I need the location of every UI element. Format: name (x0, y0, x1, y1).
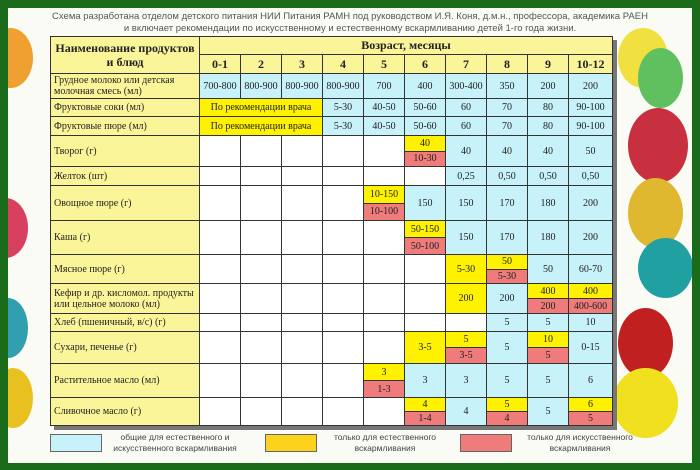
common-value: 90-100 (569, 117, 613, 136)
common-value: 200 (569, 186, 613, 221)
split-cell (487, 398, 528, 426)
empty-cell (200, 255, 241, 284)
common-value: 50-60 (405, 117, 446, 136)
common-value: 6 (569, 364, 613, 398)
natural-value: 3-5 (405, 332, 446, 364)
balloon-decoration (8, 198, 28, 258)
natural-value: 5-30 (446, 255, 487, 284)
common-value: 0,50 (487, 167, 528, 186)
common-value: 150 (405, 186, 446, 221)
month-header: 3 (282, 55, 323, 74)
split-cell (569, 284, 613, 314)
common-value: 300-400 (446, 74, 487, 99)
empty-cell (364, 167, 405, 186)
empty-cell (364, 255, 405, 284)
empty-cell (241, 255, 282, 284)
artificial-value: 3-5 (446, 348, 486, 363)
product-name: Мясное пюре (г) (51, 255, 200, 284)
empty-cell (200, 364, 241, 398)
natural-value: По рекомендации врача (200, 99, 323, 117)
product-name: Сухари, печенье (г) (51, 332, 200, 364)
empty-cell (200, 332, 241, 364)
product-name: Овощное пюре (г) (51, 186, 200, 221)
common-value: 5 (487, 364, 528, 398)
empty-cell (200, 221, 241, 255)
common-value: 200 (487, 284, 528, 314)
product-name: Каша (г) (51, 221, 200, 255)
common-value: 3 (446, 364, 487, 398)
table-row (51, 332, 613, 364)
common-value: 200 (569, 221, 613, 255)
common-value: 80 (528, 117, 569, 136)
empty-cell (405, 167, 446, 186)
common-value: 200 (528, 74, 569, 99)
common-value: 0,25 (446, 167, 487, 186)
split-cell (364, 364, 405, 398)
empty-cell (364, 314, 405, 332)
common-value: 5 (487, 332, 528, 364)
common-value: 50 (528, 255, 569, 284)
table-row (51, 117, 613, 136)
natural-value: 40 (405, 136, 445, 152)
empty-cell (200, 314, 241, 332)
empty-cell (200, 136, 241, 167)
artificial-value: 200 (528, 299, 568, 313)
common-value: 40 (487, 136, 528, 167)
common-value: 10 (569, 314, 613, 332)
empty-cell (282, 364, 323, 398)
common-value: 800-900 (282, 74, 323, 99)
common-value: 80 (528, 99, 569, 117)
common-value: 4 (446, 398, 487, 426)
empty-cell (241, 186, 282, 221)
table-row (51, 364, 613, 398)
common-value: 150 (446, 186, 487, 221)
legend-swatch-artificial (460, 434, 512, 452)
month-header: 8 (487, 55, 528, 74)
common-value: 0,50 (569, 167, 613, 186)
common-value: 5-30 (323, 99, 364, 117)
empty-cell (241, 284, 282, 314)
empty-cell (282, 186, 323, 221)
common-value: 40 (446, 136, 487, 167)
common-value: 5-30 (323, 117, 364, 136)
empty-cell (323, 284, 364, 314)
common-value: 200 (569, 74, 613, 99)
common-value: 150 (446, 221, 487, 255)
balloon-decoration (628, 108, 688, 183)
table-row (51, 186, 613, 221)
table-row (51, 314, 613, 332)
legend (50, 432, 650, 458)
common-value: 800-900 (323, 74, 364, 99)
product-name: Растительное масло (мл) (51, 364, 200, 398)
empty-cell (241, 221, 282, 255)
empty-cell (282, 314, 323, 332)
empty-cell (323, 136, 364, 167)
table-row (51, 99, 613, 117)
common-value: 800-900 (241, 74, 282, 99)
natural-value: 200 (446, 284, 487, 314)
empty-cell (323, 398, 364, 426)
table-row (51, 255, 613, 284)
common-value: 180 (528, 221, 569, 255)
empty-cell (323, 364, 364, 398)
common-value: 170 (487, 186, 528, 221)
feeding-table (50, 36, 613, 426)
common-value: 5 (528, 364, 569, 398)
month-header: 7 (446, 55, 487, 74)
balloon-decoration (8, 28, 33, 88)
empty-cell (323, 186, 364, 221)
empty-cell (282, 332, 323, 364)
natural-value: 4 (405, 398, 445, 412)
table-row (51, 167, 613, 186)
legend-label: общие для естественного и искусственного вскармливания (113, 432, 237, 453)
split-cell (405, 398, 446, 426)
empty-cell (282, 221, 323, 255)
empty-cell (200, 398, 241, 426)
month-header: 10-12 (569, 55, 613, 74)
empty-cell (323, 221, 364, 255)
balloon-decoration (628, 178, 683, 248)
balloon-decoration (8, 298, 28, 358)
common-value: 0,50 (528, 167, 569, 186)
common-value: 40 (528, 136, 569, 167)
balloon-decoration (613, 368, 678, 438)
natural-value: 6 (569, 398, 612, 412)
product-name: Фруктовые пюре (мл) (51, 117, 200, 136)
split-cell (528, 332, 569, 364)
product-name: Сливочное масло (г) (51, 398, 200, 426)
empty-cell (282, 398, 323, 426)
common-value: 50 (569, 136, 613, 167)
legend-artificial (460, 432, 640, 454)
common-value: 5 (528, 314, 569, 332)
split-cell (487, 255, 528, 284)
intro-line: и включает рекомендации по искусственному и естественному вскармливанию детей 1-го года жизни. (123, 23, 577, 34)
balloon-decoration (638, 238, 692, 298)
artificial-value: 400-600 (569, 299, 612, 313)
product-name: Фруктовые соки (мл) (51, 99, 200, 117)
month-header: 9 (528, 55, 569, 74)
common-value: 50-60 (405, 99, 446, 117)
artificial-value: 5 (528, 348, 568, 363)
empty-cell (282, 136, 323, 167)
empty-cell (200, 284, 241, 314)
natural-value: По рекомендации врача (200, 117, 323, 136)
intro-line: Схема разработана отделом детского питания НИИ Питания РАМН под руководством И.Я. Коня, д.м.н., профессора, академика РАЕН (52, 11, 648, 22)
header-name: Наименование продуктов и блюд (51, 37, 200, 74)
artificial-value: 10-30 (405, 152, 445, 167)
natural-value: 50-150 (405, 221, 445, 238)
common-value: 700 (364, 74, 405, 99)
natural-value: 3 (364, 364, 404, 381)
empty-cell (364, 136, 405, 167)
common-value: 700-800 (200, 74, 241, 99)
split-cell (446, 332, 487, 364)
split-cell (364, 186, 405, 221)
empty-cell (323, 167, 364, 186)
empty-cell (364, 332, 405, 364)
natural-value: 5 (487, 398, 527, 412)
empty-cell (323, 332, 364, 364)
common-value: 5 (487, 314, 528, 332)
empty-cell (405, 255, 446, 284)
common-value: 180 (528, 186, 569, 221)
common-value: 350 (487, 74, 528, 99)
empty-cell (282, 284, 323, 314)
common-value: 90-100 (569, 99, 613, 117)
natural-value: 400 (569, 284, 612, 299)
common-value: 60-70 (569, 255, 613, 284)
empty-cell (282, 255, 323, 284)
table-row (51, 221, 613, 255)
empty-cell (241, 332, 282, 364)
table-row (51, 398, 613, 426)
common-value: 70 (487, 99, 528, 117)
month-header: 2 (241, 55, 282, 74)
empty-cell (364, 284, 405, 314)
product-name: Кефир и др. кисломол. продукты или цельное молоко (мл) (51, 284, 200, 314)
artificial-value: 5 (569, 412, 612, 425)
artificial-value: 1-3 (364, 381, 404, 397)
month-header: 4 (323, 55, 364, 74)
empty-cell (323, 255, 364, 284)
month-header: 6 (405, 55, 446, 74)
common-value: 60 (446, 99, 487, 117)
split-cell (405, 136, 446, 167)
artificial-value: 4 (487, 412, 527, 425)
empty-cell (200, 186, 241, 221)
product-name: Творог (г) (51, 136, 200, 167)
empty-cell (241, 364, 282, 398)
legend-common (50, 432, 240, 454)
common-value: 400 (405, 74, 446, 99)
natural-value: 10 (528, 332, 568, 348)
split-cell (405, 221, 446, 255)
artificial-value: 10-100 (364, 204, 404, 221)
empty-cell (364, 398, 405, 426)
table-row (51, 284, 613, 314)
artificial-value: 50-100 (405, 238, 445, 254)
split-cell (528, 284, 569, 314)
product-name: Желток (шт) (51, 167, 200, 186)
empty-cell (405, 314, 446, 332)
common-value: 40-50 (364, 99, 405, 117)
empty-cell (241, 136, 282, 167)
header-age: Возраст, месяцы (200, 37, 613, 55)
empty-cell (405, 284, 446, 314)
balloon-decoration (8, 368, 33, 428)
natural-value: 400 (528, 284, 568, 299)
natural-value: 50 (487, 255, 527, 270)
legend-swatch-common (50, 434, 102, 452)
legend-label: только для естественного вскармливания (333, 432, 437, 453)
natural-value: 10-150 (364, 186, 404, 204)
empty-cell (282, 167, 323, 186)
empty-cell (446, 314, 487, 332)
table-row (51, 74, 613, 99)
intro-text (8, 11, 692, 35)
common-value: 60 (446, 117, 487, 136)
split-cell (569, 398, 613, 426)
month-header: 0-1 (200, 55, 241, 74)
table-row (51, 136, 613, 167)
legend-natural (265, 432, 445, 454)
artificial-value: 5-30 (487, 270, 527, 284)
legend-label: только для искусственного вскармливания (527, 432, 633, 453)
empty-cell (241, 167, 282, 186)
empty-cell (241, 398, 282, 426)
common-value: 5 (528, 398, 569, 426)
natural-value: 5 (446, 332, 486, 348)
legend-swatch-natural (265, 434, 317, 452)
empty-cell (364, 221, 405, 255)
empty-cell (323, 314, 364, 332)
common-value: 0-15 (569, 332, 613, 364)
artificial-value: 1-4 (405, 412, 445, 425)
common-value: 3 (405, 364, 446, 398)
page-frame (8, 8, 692, 463)
product-name: Грудное молоко или детская молочная смесь (мл) (51, 74, 200, 99)
empty-cell (200, 167, 241, 186)
common-value: 170 (487, 221, 528, 255)
product-name: Хлеб (пшеничный, в/с) (г) (51, 314, 200, 332)
common-value: 70 (487, 117, 528, 136)
common-value: 40-50 (364, 117, 405, 136)
month-header: 5 (364, 55, 405, 74)
balloon-decoration (638, 48, 683, 108)
empty-cell (241, 314, 282, 332)
